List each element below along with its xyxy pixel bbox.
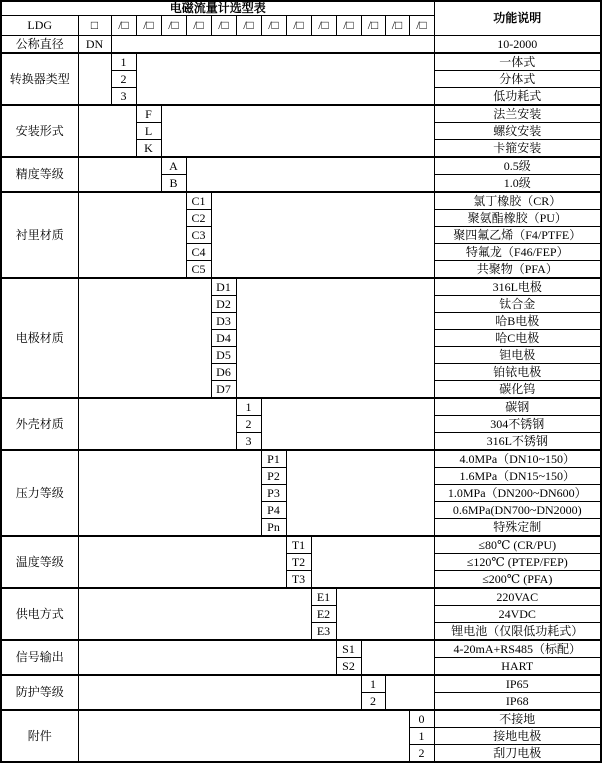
left-gap-cell: [78, 105, 136, 157]
code-cell: 0: [409, 710, 434, 728]
description-cell: 共聚物（PFA）: [434, 261, 601, 279]
left-gap-cell: [78, 640, 336, 675]
category-cell: 附件: [1, 710, 78, 762]
code-cell: E2: [311, 606, 336, 623]
description-cell: ≤120℃ (PTEP/FEP): [434, 554, 601, 571]
code-cell: C3: [186, 227, 211, 244]
model-code-slot: /□: [211, 16, 236, 36]
code-cell: P1: [261, 450, 286, 468]
code-cell: A: [161, 157, 186, 175]
right-gap-cell: [236, 278, 434, 398]
description-cell: 法兰安装: [434, 105, 601, 123]
code-cell: Pn: [261, 519, 286, 537]
description-cell: HART: [434, 658, 601, 676]
left-gap-cell: [78, 192, 186, 278]
model-code-slot: /□: [136, 16, 161, 36]
category-cell: 公称直径: [1, 36, 78, 54]
description-cell: 4.0MPa（DN10~150）: [434, 450, 601, 468]
code-cell: D1: [211, 278, 236, 296]
description-cell: 316L不锈钢: [434, 433, 601, 451]
code-cell: T1: [286, 536, 311, 554]
code-cell: D4: [211, 330, 236, 347]
code-cell: 2: [236, 416, 261, 433]
description-cell: 卡箍安装: [434, 140, 601, 158]
left-gap-cell: [78, 53, 111, 105]
description-cell: 分体式: [434, 71, 601, 88]
description-cell: 1.0MPa（DN200~DN600）: [434, 485, 601, 502]
description-cell: 10-2000: [434, 36, 601, 54]
left-gap-cell: [78, 710, 409, 762]
code-cell: C2: [186, 210, 211, 227]
description-cell: 0.6MPa(DN700~DN2000): [434, 502, 601, 519]
description-cell: 螺纹安装: [434, 123, 601, 140]
model-code-slot: /□: [361, 16, 385, 36]
category-cell: 温度等级: [1, 536, 78, 588]
model-code-slot: /□: [236, 16, 261, 36]
code-cell: 1: [361, 675, 385, 693]
description-cell: 聚四氟乙烯（F4/PTFE）: [434, 227, 601, 244]
right-gap-cell: [311, 536, 434, 588]
description-cell: 24VDC: [434, 606, 601, 623]
left-gap-cell: [78, 536, 286, 588]
category-cell: 安装形式: [1, 105, 78, 157]
right-gap-cell: [186, 157, 434, 192]
category-cell: 供电方式: [1, 588, 78, 640]
code-cell: 3: [236, 433, 261, 451]
description-cell: 铂铱电极: [434, 364, 601, 381]
description-cell: 特殊定制: [434, 519, 601, 537]
code-cell: T3: [286, 571, 311, 589]
code-cell: B: [161, 175, 186, 193]
code-cell: C1: [186, 192, 211, 210]
model-code-slot: /□: [385, 16, 409, 36]
category-cell: 转换器类型: [1, 53, 78, 105]
code-cell: P3: [261, 485, 286, 502]
right-gap-cell: [111, 36, 434, 54]
model-code-slot: /□: [336, 16, 361, 36]
category-cell: 信号输出: [1, 640, 78, 675]
description-cell: 碳钢: [434, 398, 601, 416]
right-gap-cell: [211, 192, 434, 278]
code-cell: K: [136, 140, 161, 158]
code-cell: 1: [111, 53, 136, 71]
function-column-header: 功能说明: [434, 1, 601, 36]
model-code-slot: /□: [311, 16, 336, 36]
model-prefix: LDG: [1, 16, 78, 36]
description-cell: 1.0级: [434, 175, 601, 193]
code-cell: D7: [211, 381, 236, 399]
category-cell: 精度等级: [1, 157, 78, 192]
description-cell: 304不锈钢: [434, 416, 601, 433]
code-cell: E3: [311, 623, 336, 641]
code-cell: C5: [186, 261, 211, 279]
right-gap-cell: [136, 53, 434, 105]
description-cell: 氯丁橡胶（CR）: [434, 192, 601, 210]
description-cell: IP68: [434, 693, 601, 711]
code-cell: S2: [336, 658, 361, 676]
right-gap-cell: [361, 640, 434, 675]
description-cell: ≤80℃ (CR/PU): [434, 536, 601, 554]
model-code-box: □: [78, 16, 111, 36]
code-cell: 2: [361, 693, 385, 711]
left-gap-cell: [78, 588, 311, 640]
description-cell: 哈C电极: [434, 330, 601, 347]
right-gap-cell: [286, 450, 434, 536]
category-cell: 衬里材质: [1, 192, 78, 278]
code-cell: D5: [211, 347, 236, 364]
category-cell: 外壳材质: [1, 398, 78, 450]
description-cell: 聚氨酯橡胶（PU）: [434, 210, 601, 227]
description-cell: 0.5级: [434, 157, 601, 175]
code-cell: E1: [311, 588, 336, 606]
description-cell: ≤200℃ (PFA): [434, 571, 601, 589]
code-cell: 1: [236, 398, 261, 416]
description-cell: 一体式: [434, 53, 601, 71]
description-cell: 特氟龙（F46/FEP）: [434, 244, 601, 261]
description-cell: 220VAC: [434, 588, 601, 606]
code-cell: S1: [336, 640, 361, 658]
right-gap-cell: [161, 105, 434, 157]
category-cell: 压力等级: [1, 450, 78, 536]
description-cell: 低功耗式: [434, 88, 601, 106]
model-code-slot: /□: [111, 16, 136, 36]
code-cell: P4: [261, 502, 286, 519]
description-cell: 316L电极: [434, 278, 601, 296]
description-cell: 钛合金: [434, 296, 601, 313]
left-gap-cell: [78, 675, 361, 710]
right-gap-cell: [261, 398, 434, 450]
description-cell: IP65: [434, 675, 601, 693]
code-cell: F: [136, 105, 161, 123]
code-cell: T2: [286, 554, 311, 571]
left-gap-cell: [78, 398, 236, 450]
description-cell: 接地电极: [434, 728, 601, 745]
description-cell: 4-20mA+RS485（标配）: [434, 640, 601, 658]
code-cell: D2: [211, 296, 236, 313]
description-cell: 1.6MPa（DN15~150）: [434, 468, 601, 485]
code-cell: DN: [78, 36, 111, 54]
left-gap-cell: [78, 157, 161, 192]
code-cell: P2: [261, 468, 286, 485]
code-cell: 1: [409, 728, 434, 745]
code-cell: 3: [111, 88, 136, 106]
right-gap-cell: [385, 675, 434, 710]
description-cell: 刮刀电极: [434, 745, 601, 763]
right-gap-cell: [336, 588, 434, 640]
model-code-slot: /□: [286, 16, 311, 36]
model-code-slot: /□: [161, 16, 186, 36]
description-cell: 碳化钨: [434, 381, 601, 399]
description-cell: 锂电池（仅限低功耗式）: [434, 623, 601, 641]
code-cell: D3: [211, 313, 236, 330]
description-cell: 钽电极: [434, 347, 601, 364]
code-cell: D6: [211, 364, 236, 381]
left-gap-cell: [78, 278, 211, 398]
table-title: 电磁流量计选型表: [1, 1, 434, 16]
code-cell: 2: [409, 745, 434, 763]
category-cell: 防护等级: [1, 675, 78, 710]
category-cell: 电极材质: [1, 278, 78, 398]
description-cell: 不接地: [434, 710, 601, 728]
model-code-slot: /□: [186, 16, 211, 36]
code-cell: C4: [186, 244, 211, 261]
code-cell: 2: [111, 71, 136, 88]
left-gap-cell: [78, 450, 261, 536]
code-cell: L: [136, 123, 161, 140]
model-code-slot: /□: [261, 16, 286, 36]
description-cell: 哈B电极: [434, 313, 601, 330]
model-code-slot: /□: [409, 16, 434, 36]
